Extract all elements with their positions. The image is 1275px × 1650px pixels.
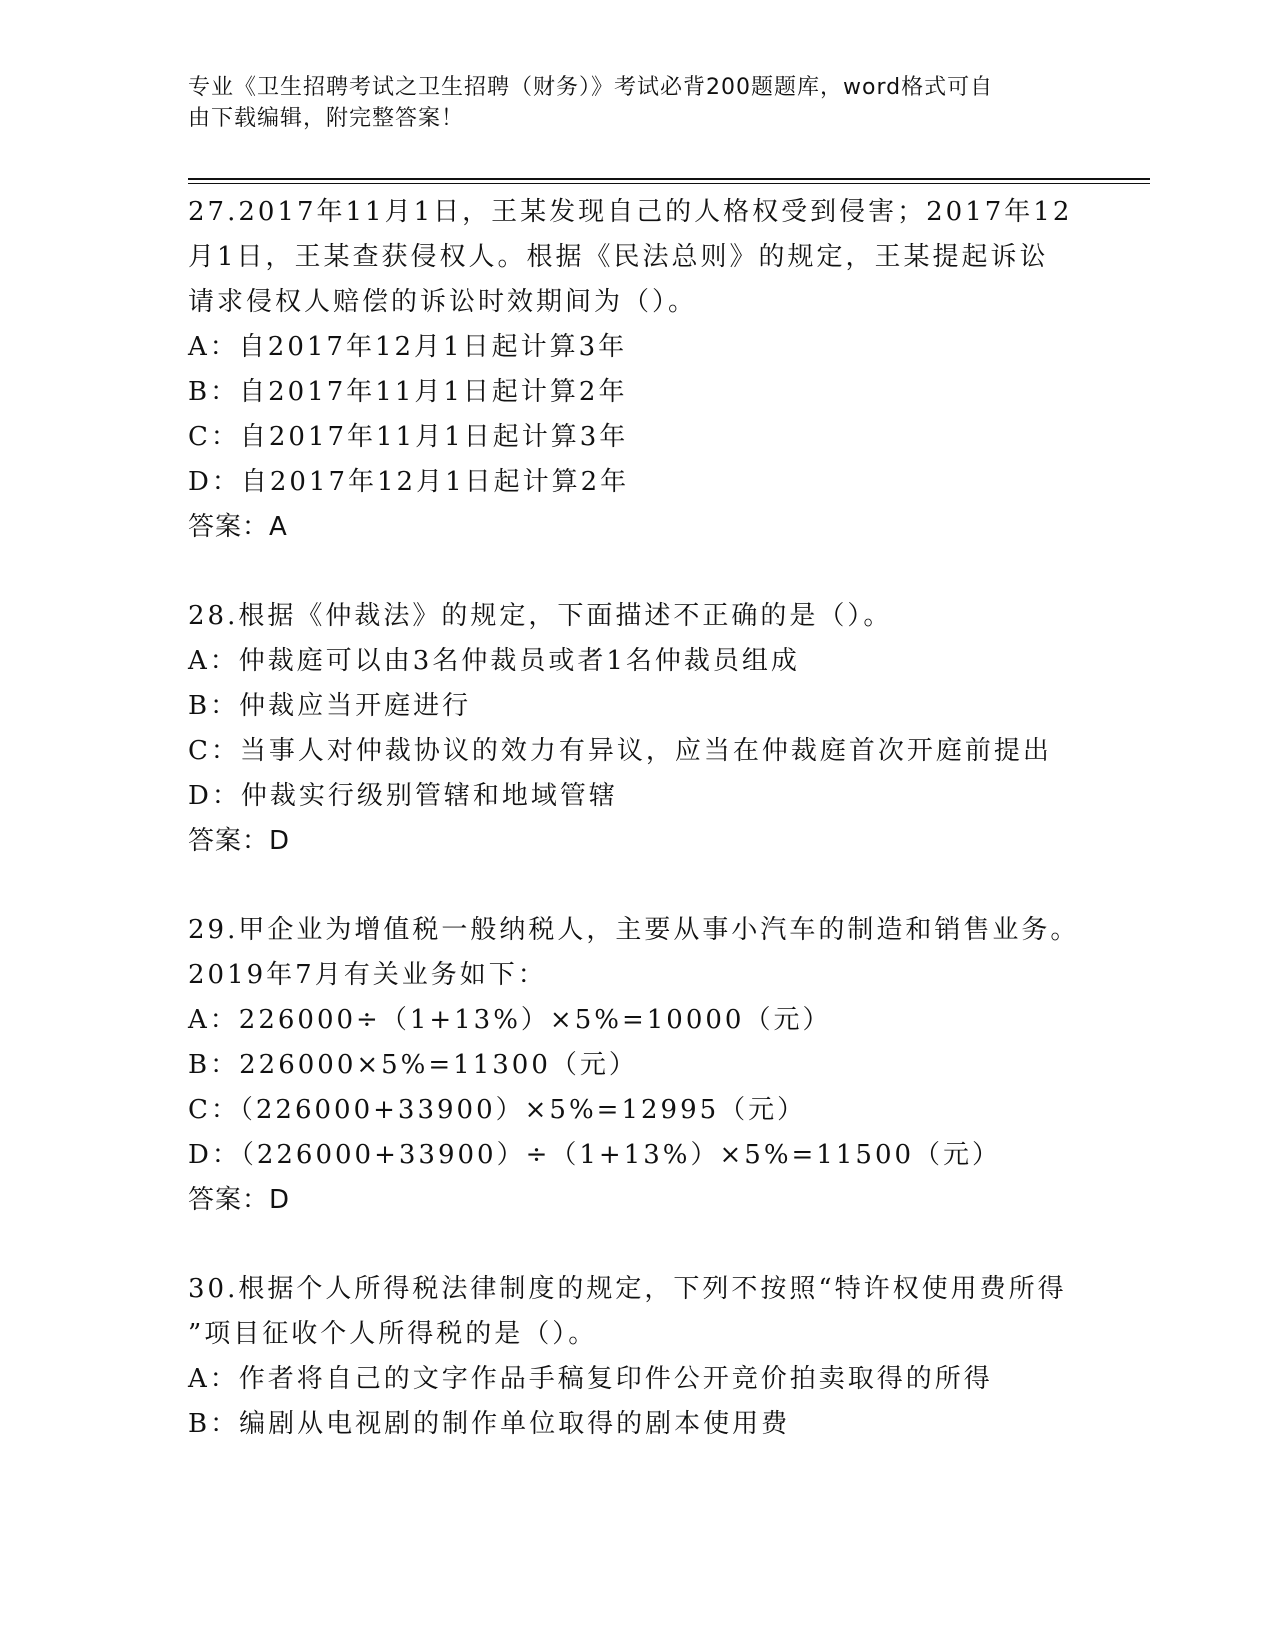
question-stem-line: 请求侵权人赔偿的诉讼时效期间为（）。: [188, 287, 698, 317]
option-b: B：编剧从电视剧的制作单位取得的剧本使用费: [188, 1409, 791, 1439]
option-b: B：226000×5%=11300（元）: [188, 1050, 638, 1080]
option-c: C：（226000+33900）×5%=12995（元）: [188, 1095, 807, 1125]
answer-label: 答案：A: [188, 512, 288, 542]
option-c: C：当事人对仲裁协议的效力有异议，应当在仲裁庭首次开庭前提出: [188, 736, 1052, 766]
option-c: C：自2017年11月1日起计算3年: [188, 422, 629, 452]
question-stem-line: 2019年7月有关业务如下：: [188, 960, 547, 990]
question-stem-line: 月1日，王某查获侵权人。根据《民法总则》的规定，王某提起诉讼: [188, 242, 1049, 272]
answer-label: 答案：D: [188, 826, 291, 856]
header-line-1: 专业《卫生招聘考试之卫生招聘（财务）》考试必背200题题库，word格式可自: [188, 75, 994, 100]
option-d: D：仲裁实行级别管辖和地域管辖: [188, 781, 618, 811]
question-list: [188, 190, 1088, 1491]
header-rule-thick: [188, 178, 1150, 180]
question-stem-line: 27.2017年11月1日，王某发现自己的人格权受到侵害；2017年12: [188, 197, 1073, 227]
question-stem-line: 30.根据个人所得税法律制度的规定，下列不按照“特许权使用费所得: [188, 1274, 1067, 1304]
answer-label: 答案：D: [188, 1185, 291, 1215]
option-a: A：作者将自己的文字作品手稿复印件公开竞价拍卖取得的所得: [188, 1364, 993, 1394]
question-stem-line: 29.甲企业为增值税一般纳税人，主要从事小汽车的制造和销售业务。: [188, 915, 1080, 945]
option-d: D：（226000+33900）÷（1+13%）×5%=11500（元）: [188, 1140, 1002, 1170]
option-a: A：仲裁庭可以由3名仲裁员或者1名仲裁员组成: [188, 646, 800, 676]
header-rule-thin: [188, 183, 1150, 184]
question-stem-line: ”项目征收个人所得税的是（）。: [188, 1319, 598, 1349]
page-header: [188, 72, 1068, 134]
option-d: D：自2017年12月1日起计算2年: [188, 467, 630, 497]
question-stem-line: 28.根据《仲裁法》的规定，下面描述不正确的是（）。: [188, 601, 893, 631]
question-28: [188, 594, 1088, 864]
option-b: B：自2017年11月1日起计算2年: [188, 377, 628, 407]
question-30: [188, 1267, 1088, 1447]
option-a: A：226000÷（1+13%）×5%=10000（元）: [188, 1005, 832, 1035]
option-b: B：仲裁应当开庭进行: [188, 691, 472, 721]
header-line-2: 由下载编辑，附完整答案！: [188, 106, 465, 131]
option-a: A：自2017年12月1日起计算3年: [188, 332, 628, 362]
question-27: [188, 190, 1088, 550]
question-29: [188, 908, 1088, 1223]
